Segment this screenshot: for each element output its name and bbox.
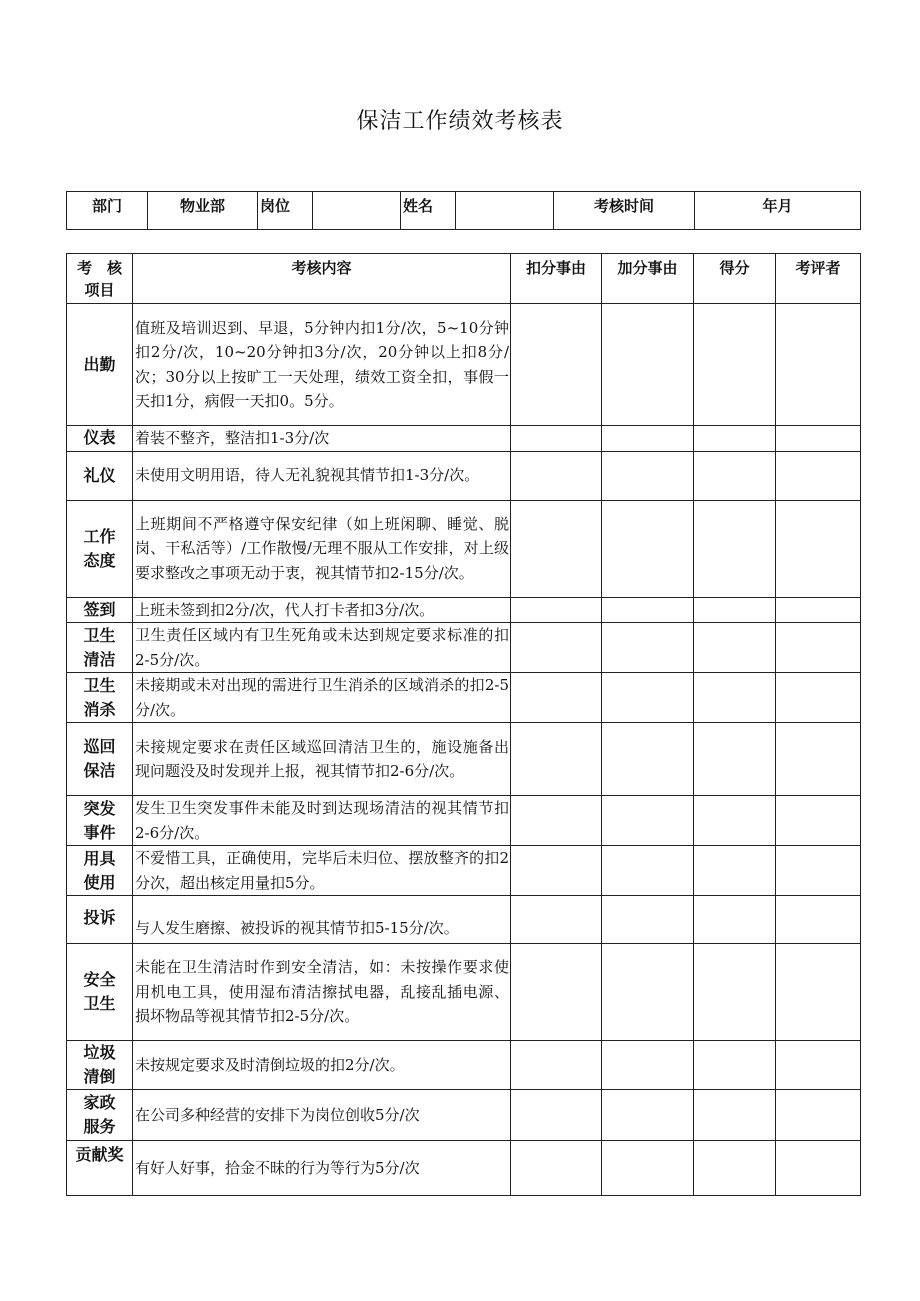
table-row: [67, 896, 861, 944]
table-row: [67, 451, 861, 500]
reviewer-cell[interactable]: [776, 1090, 861, 1141]
row-content: 卫生责任区域内有卫生死角或未达到规定要求标准的扣2-5分/次。: [133, 623, 511, 673]
deduct-cell[interactable]: [511, 1041, 602, 1090]
post-label: 岗位: [258, 192, 313, 230]
header-content: 考核内容: [133, 254, 511, 304]
row-content: 未接规定要求在责任区域巡回清洁卫生的，施设施备出现问题没及时发现并上报，视其情节扣2-6分/次。: [133, 723, 511, 796]
table-row: [67, 1141, 861, 1196]
reviewer-cell[interactable]: [776, 597, 861, 623]
time-value-field[interactable]: 年月: [695, 192, 861, 230]
reviewer-cell[interactable]: [776, 673, 861, 723]
row-item: 卫生 消杀: [67, 673, 133, 723]
row-item: 礼仪: [67, 451, 133, 500]
deduct-cell[interactable]: [511, 673, 602, 723]
reviewer-cell[interactable]: [776, 944, 861, 1041]
bonus-cell[interactable]: [602, 1090, 694, 1141]
bonus-cell[interactable]: [602, 1141, 694, 1196]
deduct-cell[interactable]: [511, 723, 602, 796]
header-reviewer: 考评者: [776, 254, 861, 304]
score-cell[interactable]: [694, 304, 776, 426]
row-item: 垃圾 清倒: [67, 1041, 133, 1090]
bonus-cell[interactable]: [602, 451, 694, 500]
row-item: 签到: [67, 597, 133, 623]
name-label: 姓名: [401, 192, 456, 230]
row-content: 在公司多种经营的安排下为岗位创收5分/次: [133, 1090, 511, 1141]
row-content: 值班及培训迟到、早退，5分钟内扣1分/次，5~10分钟扣2分/次，10~20分钟扣3分/次，20分钟以上扣8分/次；30分以上按旷工一天处理，绩效工资全扣，事假一天扣1分，病假一天扣0。5分。: [133, 304, 511, 426]
deduct-cell[interactable]: [511, 846, 602, 896]
score-cell[interactable]: [694, 1090, 776, 1141]
table-row: [67, 796, 861, 846]
table-row: [67, 500, 861, 597]
dept-value: 物业部: [148, 192, 258, 230]
score-cell[interactable]: [694, 944, 776, 1041]
score-cell[interactable]: [694, 796, 776, 846]
bonus-cell[interactable]: [602, 426, 694, 452]
row-item: 贡献奖: [67, 1141, 133, 1196]
bonus-cell[interactable]: [602, 796, 694, 846]
row-content: 着装不整齐，整洁扣1-3分/次: [133, 426, 511, 452]
row-item: 安全 卫生: [67, 944, 133, 1041]
deduct-cell[interactable]: [511, 796, 602, 846]
deduct-cell[interactable]: [511, 623, 602, 673]
name-value-field[interactable]: [456, 192, 554, 230]
header-row: [67, 254, 861, 304]
row-content: 发生卫生突发事件未能及时到达现场清洁的视其情节扣2-6分/次。: [133, 796, 511, 846]
header-deduct: 扣分事由: [511, 254, 602, 304]
row-item: 突发 事件: [67, 796, 133, 846]
deduct-cell[interactable]: [511, 944, 602, 1041]
reviewer-cell[interactable]: [776, 304, 861, 426]
table-row: [67, 1090, 861, 1141]
row-item: 出勤: [67, 304, 133, 426]
row-content: 未使用文明用语，待人无礼貌视其情节扣1-3分/次。: [133, 451, 511, 500]
header-bonus: 加分事由: [602, 254, 694, 304]
table-row: [67, 673, 861, 723]
bonus-cell[interactable]: [602, 944, 694, 1041]
header-score: 得分: [694, 254, 776, 304]
score-cell[interactable]: [694, 597, 776, 623]
row-item: 仪表: [67, 426, 133, 452]
bonus-cell[interactable]: [602, 304, 694, 426]
row-item: 工作 态度: [67, 500, 133, 597]
row-item: 卫生 清洁: [67, 623, 133, 673]
bonus-cell[interactable]: [602, 1041, 694, 1090]
header-item: 考 核 项目: [67, 254, 133, 304]
reviewer-cell[interactable]: [776, 896, 861, 944]
table-row: [67, 623, 861, 673]
score-cell[interactable]: [694, 451, 776, 500]
score-cell[interactable]: [694, 623, 776, 673]
deduct-cell[interactable]: [511, 500, 602, 597]
bonus-cell[interactable]: [602, 896, 694, 944]
bonus-cell[interactable]: [602, 500, 694, 597]
table-row: [67, 846, 861, 896]
bonus-cell[interactable]: [602, 846, 694, 896]
table-row: [67, 944, 861, 1041]
row-content: 未按规定要求及时清倒垃圾的扣2分/次。: [133, 1041, 511, 1090]
table-row: [67, 426, 861, 452]
reviewer-cell[interactable]: [776, 451, 861, 500]
deduct-cell[interactable]: [511, 1141, 602, 1196]
score-cell[interactable]: [694, 500, 776, 597]
bonus-cell[interactable]: [602, 673, 694, 723]
reviewer-cell[interactable]: [776, 723, 861, 796]
row-content: 与人发生磨擦、被投诉的视其情节扣5-15分/次。: [133, 896, 511, 944]
row-content: 上班未签到扣2分/次，代人打卡者扣3分/次。: [133, 597, 511, 623]
score-cell[interactable]: [694, 426, 776, 452]
row-content: 未能在卫生清洁时作到安全清洁，如：未按操作要求使用机电工具，使用湿布清洁擦拭电器，乱接乱插电源、损坏物品等视其情节扣2-5分/次。: [133, 944, 511, 1041]
reviewer-cell[interactable]: [776, 1141, 861, 1196]
reviewer-cell[interactable]: [776, 796, 861, 846]
reviewer-cell[interactable]: [776, 846, 861, 896]
deduct-cell[interactable]: [511, 451, 602, 500]
score-cell[interactable]: [694, 846, 776, 896]
deduct-cell[interactable]: [511, 896, 602, 944]
row-item: 用具 使用: [67, 846, 133, 896]
time-label: 考核时间: [554, 192, 695, 230]
row-content: 有好人好事，拾金不昧的行为等行为5分/次: [133, 1141, 511, 1196]
assessment-table: [66, 253, 861, 1196]
bonus-cell[interactable]: [602, 597, 694, 623]
reviewer-cell[interactable]: [776, 623, 861, 673]
page-title: 保洁工作绩效考核表: [356, 109, 564, 134]
row-item: 家政 服务: [67, 1090, 133, 1141]
bonus-cell[interactable]: [602, 723, 694, 796]
deduct-cell[interactable]: [511, 597, 602, 623]
deduct-cell[interactable]: [511, 426, 602, 452]
row-content: 不爱惜工具，正确使用，完毕后未归位、摆放整齐的扣2分次，超出核定用量扣5分。: [133, 846, 511, 896]
score-cell[interactable]: [694, 723, 776, 796]
row-item: 投诉: [67, 896, 133, 944]
score-cell[interactable]: [694, 673, 776, 723]
table-row: [67, 597, 861, 623]
bonus-cell[interactable]: [602, 623, 694, 673]
deduct-cell[interactable]: [511, 304, 602, 426]
table-row: [67, 304, 861, 426]
reviewer-cell[interactable]: [776, 500, 861, 597]
deduct-cell[interactable]: [511, 1090, 602, 1141]
row-content: 未接期或未对出现的需进行卫生消杀的区域消杀的扣2-5分/次。: [133, 673, 511, 723]
row-item: 巡回 保洁: [67, 723, 133, 796]
score-cell[interactable]: [694, 1041, 776, 1090]
post-value-field[interactable]: [313, 192, 401, 230]
score-cell[interactable]: [694, 896, 776, 944]
row-content: 上班期间不严格遵守保安纪律（如上班闲聊、睡觉、脱岗、干私活等）/工作散慢/无理不服从工作安排，对上级要求整改之事项无动于衷，视其情节扣2-15分/次。: [133, 500, 511, 597]
reviewer-cell[interactable]: [776, 426, 861, 452]
table-row: [67, 723, 861, 796]
info-table: [66, 191, 861, 230]
reviewer-cell[interactable]: [776, 1041, 861, 1090]
score-cell[interactable]: [694, 1141, 776, 1196]
table-row: [67, 1041, 861, 1090]
dept-label: 部门: [67, 192, 148, 230]
